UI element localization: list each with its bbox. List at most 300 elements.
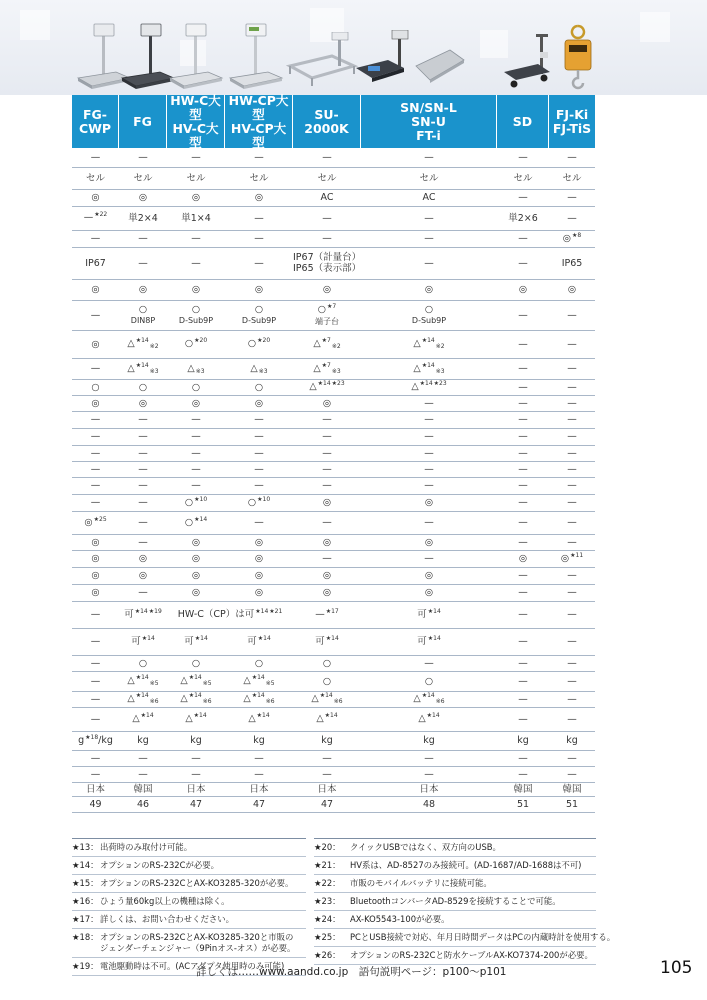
table-cell: — [361, 395, 497, 411]
table-cell: — [293, 550, 361, 567]
table-cell: 可$^{★14}$ [119, 628, 167, 655]
table-header [72, 92, 595, 150]
table-cell: セル [497, 167, 549, 189]
table-cell: — [225, 206, 293, 230]
table-cell: — [119, 511, 167, 534]
table-cell: — [167, 750, 225, 766]
table-cell: セル [225, 167, 293, 189]
table-cell: ◎ [72, 189, 119, 206]
table-cell: — [167, 766, 225, 782]
table-row [72, 707, 595, 731]
table-cell: — [549, 428, 595, 445]
header-line: FJ-Ki [555, 106, 589, 122]
table-cell: セル [293, 167, 361, 189]
footnote-text: 出荷時のみ取付け可能。 [100, 842, 193, 852]
table-cell: △$^{★14★23}$ [361, 379, 497, 395]
table-cell: — [72, 671, 119, 691]
table-row [72, 167, 595, 189]
table-row [72, 411, 595, 428]
table-cell: — [72, 750, 119, 766]
header-line: FG [133, 113, 152, 129]
table-cell: — [497, 511, 549, 534]
table-cell: ◎ [167, 567, 225, 584]
table-cell: 可$^{★14}$ [225, 628, 293, 655]
table-cell: — [497, 230, 549, 247]
header-col-sd [497, 95, 549, 148]
table-cell: — [497, 628, 549, 655]
table-cell: ○$^{★10}$ [225, 494, 293, 511]
table-cell: —$^{★22}$ [72, 206, 119, 230]
table-cell: — [497, 477, 549, 494]
table-cell: ◎$^{★25}$ [72, 511, 119, 534]
table-cell: — [119, 411, 167, 428]
product-su-2000k-image [286, 32, 358, 92]
table-cell: ◎ [72, 395, 119, 411]
table-cell: △$^{★14}_{※5}$ [167, 671, 225, 691]
table-cell: — [361, 230, 497, 247]
header-line: SD [512, 113, 533, 129]
table-cell: △$^{★14}_{※2}$ [119, 330, 167, 358]
table-cell: — [119, 494, 167, 511]
table-row [72, 628, 595, 655]
table-cell: — [497, 189, 549, 206]
table-cell: — [119, 148, 167, 167]
table-cell: — [361, 148, 497, 167]
table-row [72, 428, 595, 445]
table-cell: — [119, 584, 167, 601]
table-cell: — [361, 511, 497, 534]
table-cell: — [72, 445, 119, 461]
table-cell: — [167, 461, 225, 477]
spec-table [72, 148, 595, 813]
header-line: FT-i [416, 127, 441, 143]
footnote-text: オプションのRS-232Cと防水ケーブルAX-KO7374-200が必要。 [350, 950, 593, 960]
table-cell: — [293, 511, 361, 534]
footnote-key: ★14： [72, 860, 99, 870]
table-cell: △$^{★14}_{※2}$ [361, 330, 497, 358]
table-cell: — [72, 428, 119, 445]
table-cell: — [549, 445, 595, 461]
table-cell: — [72, 655, 119, 671]
footnote-key: ★16： [72, 896, 99, 906]
table-cell: — [361, 550, 497, 567]
table-cell: 48 [361, 796, 497, 812]
table-cell: — [549, 148, 595, 167]
table-cell: 日本 [361, 782, 497, 796]
table-cell: 51 [549, 796, 595, 812]
table-cell: △$^{★14}_{※6}$ [225, 691, 293, 707]
table-cell: — [119, 428, 167, 445]
table-row [72, 395, 595, 411]
header-col-hw-c [167, 92, 225, 150]
footnote [314, 857, 596, 875]
table-row [72, 550, 595, 567]
footnote-text: オプションのRS-232Cが必要。 [100, 860, 219, 870]
table-cell: ○ [225, 655, 293, 671]
table-cell: — [167, 148, 225, 167]
table-cell: △$^{★7}_{※2}$ [293, 330, 361, 358]
footnote-key: ★26： [314, 950, 341, 960]
footnote [314, 839, 596, 857]
table-cell: — [361, 247, 497, 279]
table-cell: ◎ [167, 189, 225, 206]
table-cell: — [119, 534, 167, 550]
footnote [72, 929, 306, 958]
footnote-key: ★25： [314, 932, 341, 942]
table-cell: IP67（計量台） IP65（表示部） [293, 247, 361, 279]
table-cell: △$^{★14}$ [119, 707, 167, 731]
table-cell: — [225, 428, 293, 445]
table-cell: — [549, 750, 595, 766]
table-cell: ◎ [72, 534, 119, 550]
table-cell: ◎ [225, 189, 293, 206]
header-line: SU-2000K [304, 106, 349, 136]
table-cell: — [549, 300, 595, 330]
table-cell: — [225, 445, 293, 461]
table-cell: — [549, 494, 595, 511]
table-cell: — [119, 445, 167, 461]
table-cell: — [549, 584, 595, 601]
table-cell: IP67 [72, 247, 119, 279]
table-cell: ○ DIN8P [119, 300, 167, 330]
table-cell: — [167, 445, 225, 461]
table-cell: 日本 [293, 782, 361, 796]
footnote-text: クイックUSBではなく、双方向のUSB。 [350, 842, 501, 852]
table-cell: ◎ [72, 584, 119, 601]
table-cell: — [167, 230, 225, 247]
table-row [72, 230, 595, 247]
footnote-text: 詳しくは、お問い合わせください。 [100, 914, 234, 924]
footnote [72, 839, 306, 857]
table-cell: — [361, 477, 497, 494]
table-row [72, 655, 595, 671]
footnote [314, 929, 616, 947]
table-cell: — [497, 750, 549, 766]
header-line: HV-C大型 [172, 120, 219, 150]
table-cell: セル [72, 167, 119, 189]
footnote-key: ★23： [314, 896, 341, 906]
table-cell: 韓国 [119, 782, 167, 796]
table-cell: — [72, 691, 119, 707]
table-row [72, 731, 595, 750]
table-cell: — [497, 247, 549, 279]
table-cell: ○$^{★10}$ [167, 494, 225, 511]
table-cell: 可$^{★14}$ [361, 628, 497, 655]
table-cell: △$^{★14}_{※6}$ [293, 691, 361, 707]
table-cell: ○$^{★7}$ 端子台 [293, 300, 361, 330]
table-cell: — [497, 445, 549, 461]
table-cell: — [293, 148, 361, 167]
table-row [72, 461, 595, 477]
product-image-band [0, 0, 707, 95]
table-cell: — [72, 411, 119, 428]
table-cell: — [361, 411, 497, 428]
table-cell: △$^{★14}_{※6}$ [119, 691, 167, 707]
table-cell: — [497, 707, 549, 731]
table-cell: ◎ [293, 279, 361, 300]
table-cell: 日本 [167, 782, 225, 796]
table-cell: — [549, 534, 595, 550]
header-line: HW-CP大型 [228, 92, 289, 122]
table-cell: ◎ [293, 567, 361, 584]
table-cell: ◎ [293, 534, 361, 550]
table-row [72, 691, 595, 707]
table-cell: — [361, 206, 497, 230]
footnote-key: ★19： [72, 961, 99, 971]
table-row [72, 534, 595, 550]
table-row [72, 750, 595, 766]
table-cell: — [497, 379, 549, 395]
table-cell: — [225, 766, 293, 782]
table-cell: △$^{★14}$ [361, 707, 497, 731]
table-cell: ◎$^{★11}$ [549, 550, 595, 567]
table-cell: — [497, 494, 549, 511]
table-cell: — [293, 461, 361, 477]
table-cell: △$^{★7}_{※3}$ [293, 358, 361, 379]
table-cell: ○ [167, 655, 225, 671]
table-cell: △$^{★14}$ [225, 707, 293, 731]
table-cell: 46 [119, 796, 167, 812]
table-cell: — [361, 766, 497, 782]
table-cell: ◎ [72, 567, 119, 584]
table-cell: ○ [167, 379, 225, 395]
table-row [72, 358, 595, 379]
table-cell: ○ [361, 671, 497, 691]
table-cell: — [497, 655, 549, 671]
table-cell: — [549, 511, 595, 534]
table-cell: ○ D-Sub9P [361, 300, 497, 330]
notes-right [314, 838, 616, 965]
table-cell: ○$^{★20}$ [167, 330, 225, 358]
table-cell: ◎ [361, 584, 497, 601]
table-cell: ◎ [72, 330, 119, 358]
table-cell: ◎ [225, 279, 293, 300]
table-cell: △$^{★14}$ [167, 707, 225, 731]
table-cell: — [497, 428, 549, 445]
table-cell: △$^{★14}$ [293, 707, 361, 731]
table-cell: — [72, 230, 119, 247]
header-line: CWP [78, 120, 112, 136]
table-row [72, 379, 595, 395]
table-cell: — [225, 511, 293, 534]
table-cell: △$^{★14★23}$ [293, 379, 361, 395]
header-line: FJ-TiS [552, 120, 592, 136]
footnote-text: BluetoothコンバータAD-8529を接続することで可能。 [350, 896, 561, 906]
table-cell: 47 [293, 796, 361, 812]
table-cell: — [361, 655, 497, 671]
table-cell: 日本 [72, 782, 119, 796]
footnote-text: オプションのRS-232CとAX-KO3285-320が必要。 [100, 878, 294, 888]
table-cell: — [72, 300, 119, 330]
table-cell: kg [549, 731, 595, 750]
table-cell: 単2×6 [497, 206, 549, 230]
table-cell: △$^{★14}_{※5}$ [225, 671, 293, 691]
table-cell: kg [119, 731, 167, 750]
table-cell: 47 [225, 796, 293, 812]
table-cell: ◎ [225, 534, 293, 550]
table-cell: ◎ [293, 584, 361, 601]
table-cell: ◎ [225, 584, 293, 601]
table-cell: — [167, 247, 225, 279]
footnote-text: ジェンダーチェンジャー（9Pinオス-オス）が必要。 [100, 943, 296, 953]
table-cell: — [293, 428, 361, 445]
table-cell: AC [293, 189, 361, 206]
table-cell: △$^{★14}_{※3}$ [119, 358, 167, 379]
table-row [72, 601, 595, 628]
table-cell: — [549, 567, 595, 584]
table-row [72, 300, 595, 330]
footnote [72, 857, 306, 875]
table-cell: — [497, 395, 549, 411]
table-cell: — [549, 206, 595, 230]
table-cell: — [225, 461, 293, 477]
table-cell: — [72, 766, 119, 782]
table-row [72, 782, 595, 796]
table-cell: — [293, 230, 361, 247]
footnote-text: 市販のモバイルバッテリに接続可能。 [350, 878, 492, 888]
table-cell: ◎ [293, 494, 361, 511]
table-cell: △$^{★14}_{※3}$ [361, 358, 497, 379]
table-cell: — [549, 411, 595, 428]
table-cell: — [361, 750, 497, 766]
table-cell: ○ [293, 655, 361, 671]
product-fj-image [560, 24, 596, 92]
table-cell: — [72, 358, 119, 379]
table-cell: ○ D-Sub9P [167, 300, 225, 330]
table-cell: — [119, 750, 167, 766]
footnote-text: 電池駆動時は不可。(ACアダプタ使用時のみ可能) [100, 961, 285, 971]
table-cell: — [293, 750, 361, 766]
table-cell: 49 [72, 796, 119, 812]
table-cell: ◎ [497, 279, 549, 300]
table-cell: — [497, 330, 549, 358]
table-cell: ○ [119, 379, 167, 395]
table-row [72, 330, 595, 358]
table-row [72, 189, 595, 206]
table-cell: — [293, 411, 361, 428]
table-cell: — [72, 477, 119, 494]
table-cell: ◎ [361, 567, 497, 584]
header-line: SN-U [411, 113, 446, 129]
table-cell: ◎ [119, 567, 167, 584]
table-cell: — [225, 148, 293, 167]
table-cell: セル [119, 167, 167, 189]
table-cell: — [497, 766, 549, 782]
table-cell: — [549, 461, 595, 477]
table-cell: 可$^{★14}$ [361, 601, 497, 628]
table-row [72, 671, 595, 691]
table-cell: ◎ [119, 550, 167, 567]
table-row [72, 445, 595, 461]
table-cell: 可$^{★14★19}$ [119, 601, 167, 628]
table-row [72, 148, 595, 167]
table-cell: ◎ [167, 584, 225, 601]
table-cell: — [549, 601, 595, 628]
table-cell: — [72, 461, 119, 477]
table-cell: ◎ [293, 395, 361, 411]
table-cell: ○ D-Sub9P [225, 300, 293, 330]
table-cell: — [225, 247, 293, 279]
table-cell: — [119, 247, 167, 279]
table-cell: — [119, 230, 167, 247]
table-cell: ◎ [361, 494, 497, 511]
table-cell: — [225, 230, 293, 247]
table-cell: ◎ [167, 550, 225, 567]
header-col-su-2000k [293, 95, 361, 148]
table-cell: — [72, 601, 119, 628]
table-cell: — [497, 358, 549, 379]
table-cell: — [497, 584, 549, 601]
table-cell: セル [549, 167, 595, 189]
table-cell: ○ [293, 671, 361, 691]
table-cell: — [549, 707, 595, 731]
table-cell: — [225, 477, 293, 494]
footnote-key: ★15： [72, 878, 99, 888]
table-cell: — [549, 691, 595, 707]
header-line: SN/SN-L [400, 99, 457, 115]
table-row [72, 206, 595, 230]
header-line: HW-C大型 [170, 92, 221, 122]
footnote [314, 947, 596, 965]
table-cell: ◎ [549, 279, 595, 300]
table-cell: — [72, 494, 119, 511]
footnote-key: ★22： [314, 878, 341, 888]
table-cell: — [497, 534, 549, 550]
header-col-sn [361, 95, 497, 148]
footnote-key: ★20： [314, 842, 341, 852]
table-cell: ◎ [361, 534, 497, 550]
table-cell: — [361, 445, 497, 461]
table-cell: ◎ [119, 189, 167, 206]
table-cell: — [549, 358, 595, 379]
table-cell: ◎ [225, 395, 293, 411]
table-cell: ○ [72, 379, 119, 395]
notes-left [72, 838, 306, 976]
table-cell: — [119, 461, 167, 477]
product-hw-c-image [168, 22, 224, 92]
table-cell: — [72, 148, 119, 167]
table-cell: — [72, 628, 119, 655]
table-row [72, 766, 595, 782]
table-cell: 可$^{★14}$ [293, 628, 361, 655]
table-cell: — [119, 766, 167, 782]
table-cell: ◎ [167, 395, 225, 411]
footer-reference: 詳しくは……www.aandd.co.jp 語句説明ページ：p100〜p101 [196, 966, 507, 978]
table-cell: ○$^{★14}$ [167, 511, 225, 534]
table-cell: $g^{★18}/kg$ [72, 731, 119, 750]
table-cell: — [167, 411, 225, 428]
product-sd-image [500, 32, 556, 92]
table-cell: 単2×4 [119, 206, 167, 230]
footnote-key: ★18： [72, 932, 99, 942]
table-row [72, 279, 595, 300]
header-col-fg-cwp [72, 95, 119, 148]
table-cell: — [361, 461, 497, 477]
table-cell: — [167, 477, 225, 494]
table-cell: — [549, 189, 595, 206]
footnote-text: HV系は、AD-8527のみ接続可。(AD-1687/AD-1688は不可) [350, 860, 582, 870]
table-cell: — [549, 671, 595, 691]
table-cell: — [293, 477, 361, 494]
table-cell: — [497, 567, 549, 584]
table-cell: 日本 [225, 782, 293, 796]
table-cell: ◎ [72, 279, 119, 300]
footnote [72, 875, 306, 893]
table-cell: 韓国 [549, 782, 595, 796]
footnote [72, 911, 306, 929]
table-cell: kg [497, 731, 549, 750]
table-cell: —$^{★17}$ [293, 601, 361, 628]
